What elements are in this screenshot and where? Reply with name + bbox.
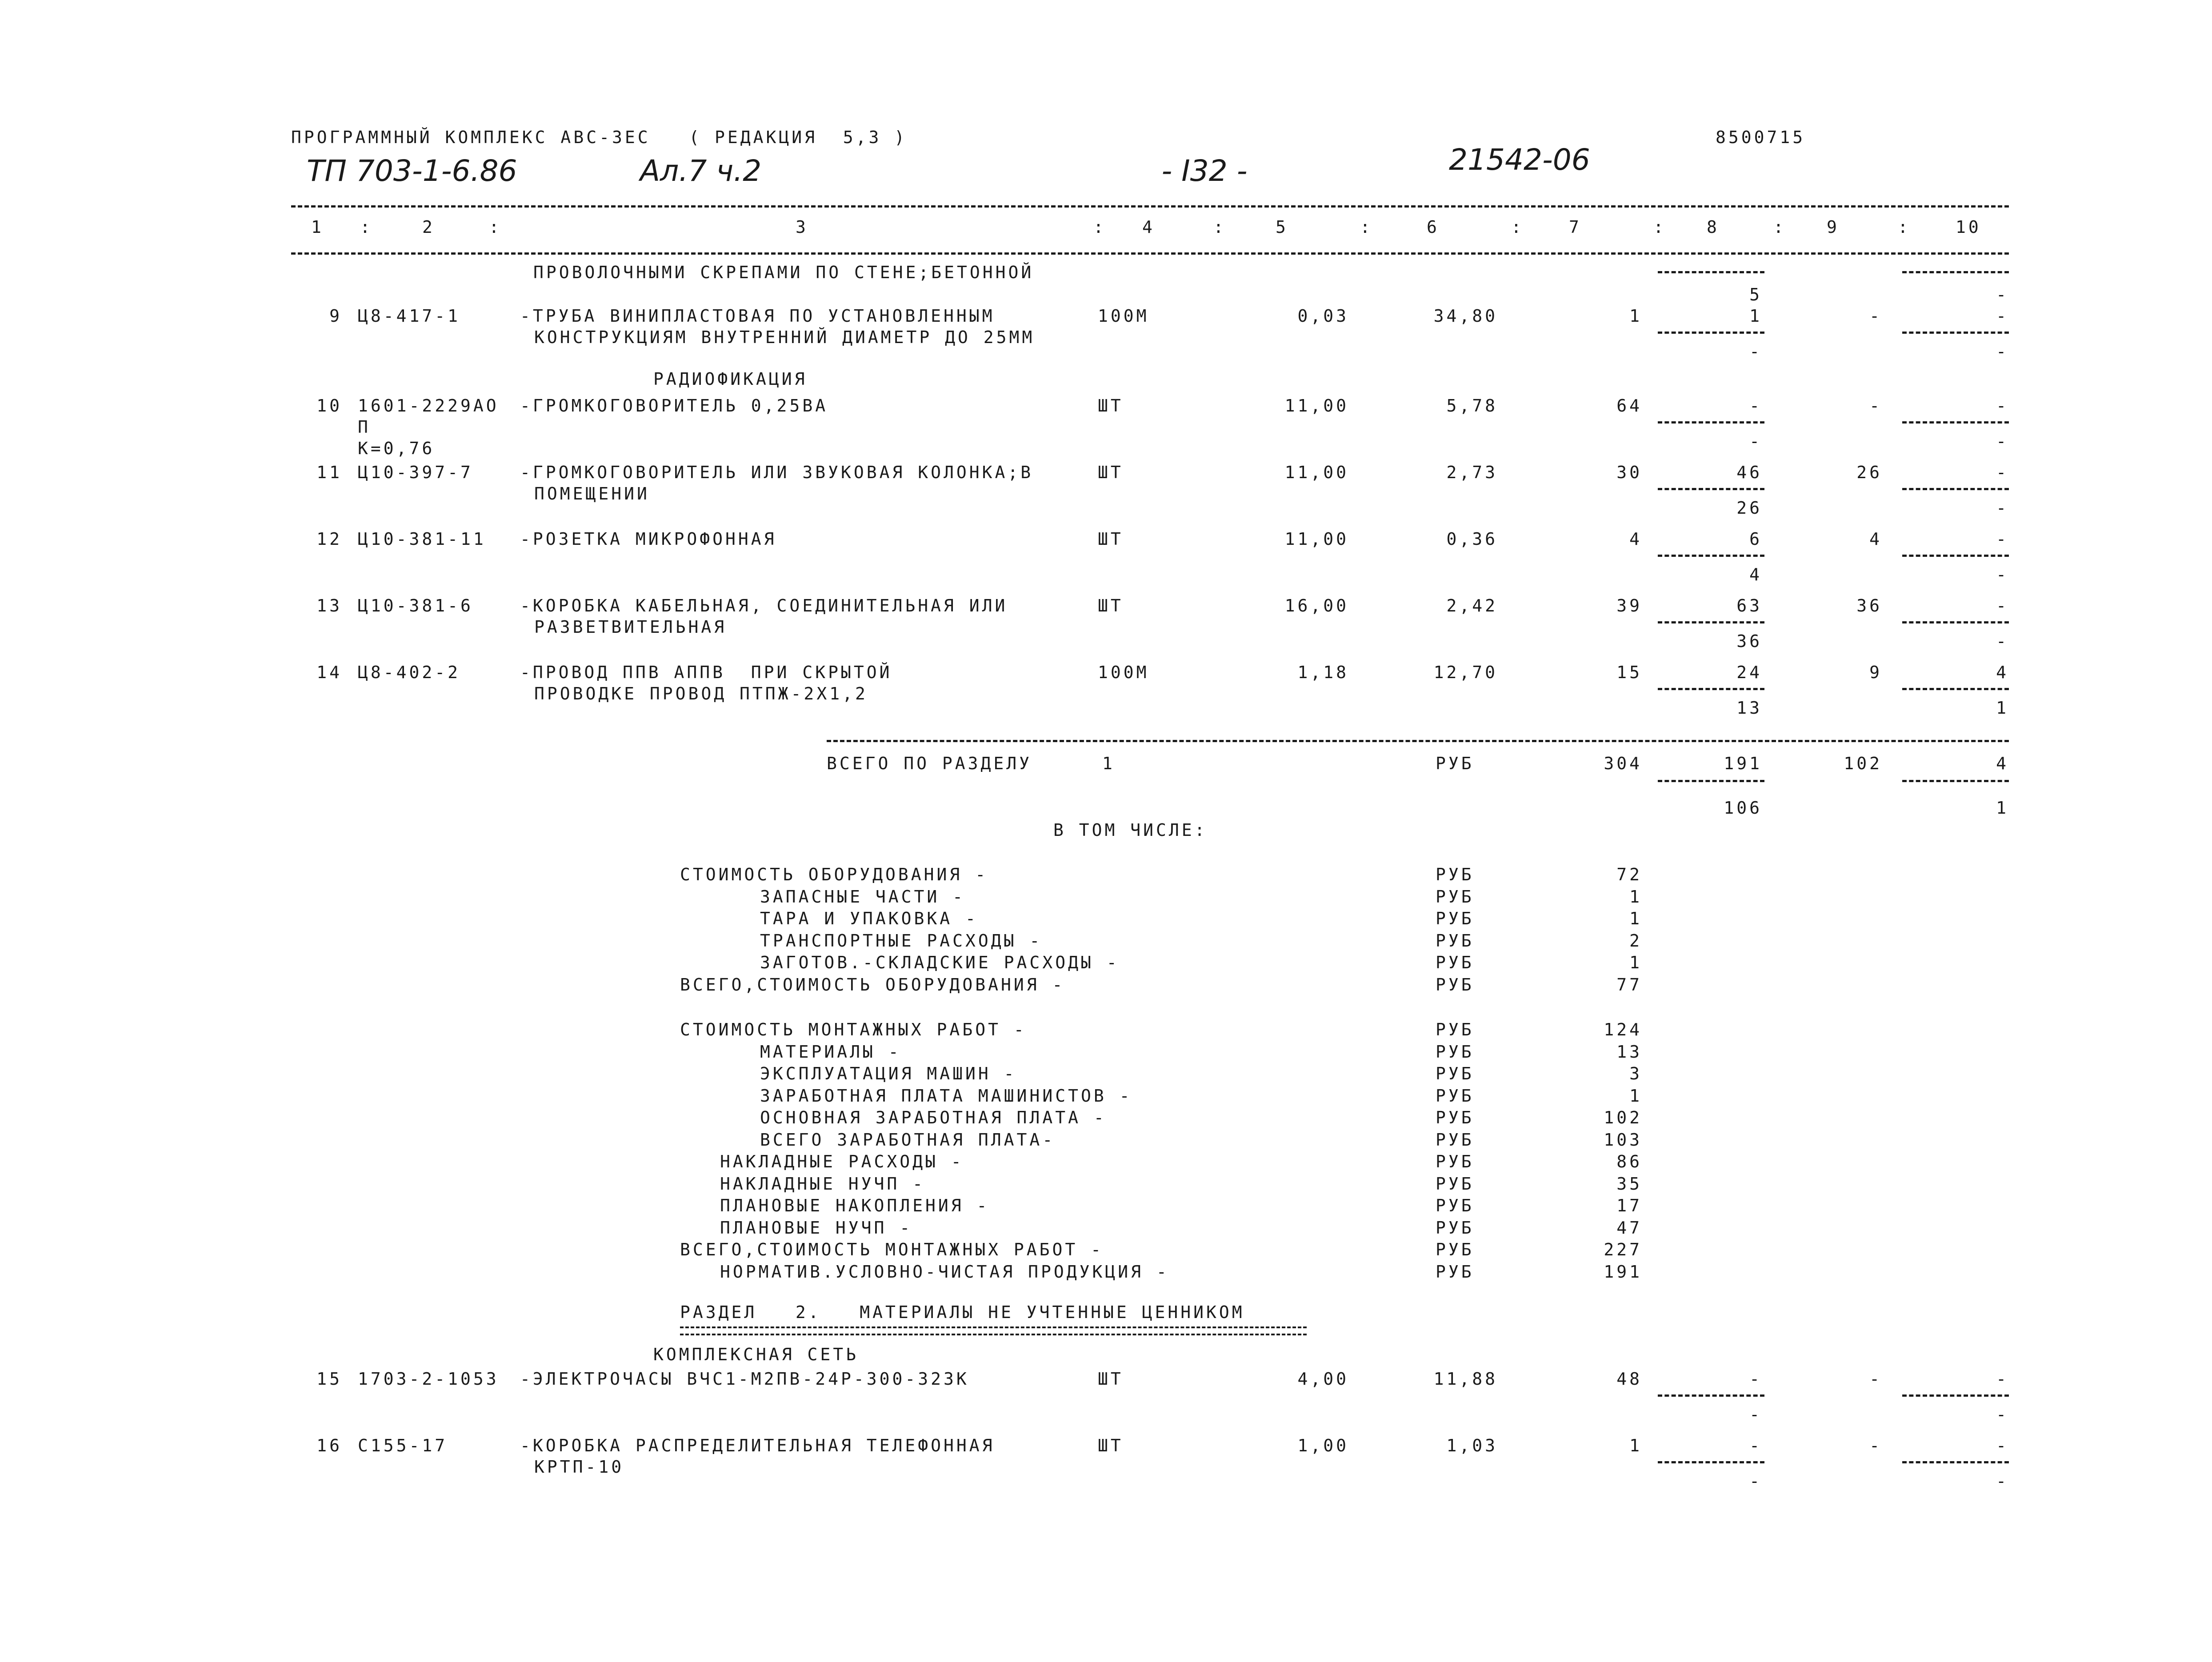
row-9-name-cont: КОНСТРУКЦИЯМ ВНУТРЕННИЙ ДИАМЕТР ДО 25ММ [534, 328, 1035, 347]
row-9-col8-top: 5 [1749, 285, 1762, 304]
row-14-code: Ц8-402-2 [358, 663, 461, 682]
row-13-col8-bottom: 36 [1736, 631, 1762, 651]
including-label: В ТОМ ЧИСЛЕ: [1053, 820, 1208, 840]
summary-value-6: 124 [1604, 1020, 1642, 1039]
summary-label-2: ТАРА И УПАКОВКА - [760, 909, 978, 928]
row-11-col10: - [1996, 463, 2009, 482]
row-12-number: 12 [316, 529, 342, 549]
section-total-label: ВСЕГО ПО РАЗДЕЛУ [827, 754, 1032, 773]
row-9-name: -ТРУБА ВИНИПЛАСТОВАЯ ПО УСТАНОВЛЕННЫМ [520, 306, 995, 326]
row-11-col9: 26 [1856, 463, 1882, 482]
summary-value-1: 1 [1629, 887, 1642, 907]
row-15-unit-price: 11,88 [1433, 1369, 1498, 1389]
row-13-name-cont: РАЗВЕТВИТЕЛЬНАЯ [534, 617, 727, 637]
section-total-unit: РУБ [1436, 754, 1474, 773]
summary-unit-11: РУБ [1436, 1130, 1474, 1150]
section-total-col10-bottom: 1 [1996, 798, 2009, 818]
row-15-col9: - [1869, 1369, 1882, 1389]
column-separator: : [1898, 217, 1911, 237]
section-total-col10: 4 [1996, 754, 2009, 773]
row-14-quantity: 1,18 [1297, 663, 1349, 682]
row-11-name-cont: ПОМЕЩЕНИИ [534, 484, 650, 503]
section-total-value: 304 [1604, 754, 1642, 773]
intro-line: ПРОВОЛОЧНЫМИ СКРЕПАМИ ПО СТЕНЕ;БЕТОННОЙ [533, 263, 1034, 282]
row-10-name: -ГРОМКОГОВОРИТЕЛЬ 0,25ВА [520, 396, 828, 416]
summary-label-17: НОРМАТИВ.УСЛОВНО-ЧИСТАЯ ПРОДУКЦИЯ - [720, 1262, 1169, 1282]
summary-value-2: 1 [1629, 909, 1642, 928]
column-header-10: 10 [1956, 217, 1981, 237]
row-11-col8-bottom: 26 [1736, 498, 1762, 518]
column-header-6: 6 [1427, 217, 1440, 237]
row-13-col8-rule [1658, 621, 1764, 623]
row-9-code: Ц8-417-1 [358, 306, 461, 326]
row-13-col10: - [1996, 596, 2009, 615]
column-separator: : [1213, 217, 1226, 237]
row-9-quantity: 0,03 [1297, 306, 1349, 326]
row-15-code: 1703-2-1053 [358, 1369, 499, 1389]
row-14-unit-price: 12,70 [1433, 663, 1498, 682]
row-13-unit: ШТ [1098, 596, 1124, 615]
row-9-col8-bottom: - [1749, 342, 1762, 361]
row-13-unit-price: 2,42 [1446, 596, 1498, 615]
summary-value-10: 102 [1604, 1108, 1642, 1127]
summary-label-16: ВСЕГО,СТОИМОСТЬ МОНТАЖНЫХ РАБОТ - [680, 1240, 1104, 1259]
summary-label-7: МАТЕРИАЛЫ - [760, 1042, 901, 1062]
summary-value-4: 1 [1629, 953, 1642, 972]
row-15-number: 15 [316, 1369, 342, 1389]
row-12-unit: ШТ [1098, 529, 1124, 549]
row-10-number: 10 [316, 396, 342, 416]
section-total-col8-rule [1658, 780, 1764, 782]
summary-unit-6: РУБ [1436, 1020, 1474, 1039]
column-separator: : [1653, 217, 1666, 237]
section-total-col10-rule [1902, 780, 2009, 782]
page-number: - I32 - [1161, 154, 1248, 188]
column-separator: : [1511, 217, 1524, 237]
row-10-col9: - [1869, 396, 1882, 416]
row-9-col9: - [1869, 306, 1882, 326]
summary-value-3: 2 [1629, 931, 1642, 951]
column-header-4: 4 [1142, 217, 1155, 237]
column-header-3: 3 [796, 217, 808, 237]
summary-unit-10: РУБ [1436, 1108, 1474, 1127]
column-separator: : [1773, 217, 1786, 237]
summary-value-11: 103 [1604, 1130, 1642, 1150]
summary-unit-1: РУБ [1436, 887, 1474, 907]
column-header-8: 8 [1707, 217, 1720, 237]
row-16-total: 1 [1629, 1436, 1642, 1455]
summary-label-5: ВСЕГО,СТОИМОСТЬ ОБОРУДОВАНИЯ - [680, 975, 1065, 995]
row-11-unit-price: 2,73 [1446, 463, 1498, 482]
row-12-col9: 4 [1869, 529, 1882, 549]
row-16-name: -КОРОБКА РАСПРЕДЕЛИТЕЛЬНАЯ ТЕЛЕФОННАЯ [520, 1436, 995, 1455]
column-header-5: 5 [1276, 217, 1288, 237]
summary-value-14: 17 [1616, 1196, 1642, 1215]
summary-label-15: ПЛАНОВЫЕ НУЧП - [720, 1218, 913, 1238]
row-15-col10-bottom: - [1996, 1405, 2009, 1424]
row-16-col8-rule [1658, 1461, 1764, 1463]
handwritten-project: ТП 703-1-6.86 [307, 154, 517, 188]
row-16-col10: - [1996, 1436, 2009, 1455]
summary-label-11: ВСЕГО ЗАРАБОТНАЯ ПЛАТА- [760, 1130, 1056, 1150]
section-total-col8: 191 [1724, 754, 1762, 773]
row-14-number: 14 [316, 663, 342, 682]
row-16-col8: - [1749, 1436, 1762, 1455]
summary-unit-13: РУБ [1436, 1174, 1474, 1194]
column-separator: : [489, 217, 502, 237]
row-13-col8: 63 [1736, 596, 1762, 615]
row-12-col8-bottom: 4 [1749, 565, 1762, 584]
summary-value-9: 1 [1629, 1086, 1642, 1106]
row-12-col10-rule [1902, 555, 2009, 557]
row-12-quantity: 11,00 [1284, 529, 1349, 549]
row-11-number: 11 [316, 463, 342, 482]
summary-unit-2: РУБ [1436, 909, 1474, 928]
row-13-number: 13 [316, 596, 342, 615]
summary-label-3: ТРАНСПОРТНЫЕ РАСХОДЫ - [760, 931, 1043, 951]
row-11-col8: 46 [1736, 463, 1762, 482]
row-9-col10-bottom: - [1996, 342, 2009, 361]
intro-col8-rule [1658, 271, 1764, 273]
section-total-rule [827, 740, 2009, 742]
row-10-col8-rule [1658, 421, 1764, 423]
program-code: 8500715 [1716, 128, 1806, 147]
summary-unit-17: РУБ [1436, 1262, 1474, 1282]
row-11-total: 30 [1616, 463, 1642, 482]
summary-unit-12: РУБ [1436, 1152, 1474, 1171]
row-10-code: 1601-2229АО [358, 396, 499, 416]
row-9-total: 1 [1629, 306, 1642, 326]
summary-value-16: 227 [1604, 1240, 1642, 1259]
summary-unit-0: РУБ [1436, 865, 1474, 884]
row-12-col8: 6 [1749, 529, 1762, 549]
section2-title-underline [680, 1326, 1307, 1335]
row-16-unit: ШТ [1098, 1436, 1124, 1455]
row-10-col8: - [1749, 396, 1762, 416]
row-14-total: 15 [1616, 663, 1642, 682]
summary-value-8: 3 [1629, 1064, 1642, 1083]
row-11-col8-rule [1658, 488, 1764, 490]
row-12-total: 4 [1629, 529, 1642, 549]
row-9-col8-rule [1658, 332, 1764, 334]
row-10-unit: ШТ [1098, 396, 1124, 416]
row-10-quantity: 11,00 [1284, 396, 1349, 416]
row-12-code: Ц10-381-11 [358, 529, 486, 549]
summary-value-5: 77 [1616, 975, 1642, 995]
summary-unit-16: РУБ [1436, 1240, 1474, 1259]
section-total-number: 1 [1102, 754, 1115, 773]
row-13-quantity: 16,00 [1284, 596, 1349, 615]
row-16-col9: - [1869, 1436, 1882, 1455]
row-9-unit: 100М [1098, 306, 1149, 326]
column-header-2: 2 [422, 217, 435, 237]
row-16-col10-rule [1902, 1461, 2009, 1463]
row-11-code: Ц10-397-7 [358, 463, 473, 482]
summary-label-4: ЗАГОТОВ.-СКЛАДСКИЕ РАСХОДЫ - [760, 953, 1120, 972]
summary-label-1: ЗАПАСНЫЕ ЧАСТИ - [760, 887, 966, 907]
row-10-col10: - [1996, 396, 2009, 416]
row-9-number: 9 [329, 306, 342, 326]
row-10-coefficient: К=0,76 [358, 439, 435, 458]
summary-unit-4: РУБ [1436, 953, 1474, 972]
column-header-1: 1 [311, 217, 324, 237]
row-15-col10: - [1996, 1369, 2009, 1389]
row-9-col8: 1 [1749, 306, 1762, 326]
summary-label-12: НАКЛАДНЫЕ РАСХОДЫ - [720, 1152, 964, 1171]
summary-value-7: 13 [1616, 1042, 1642, 1062]
row-16-name-cont: КРТП-10 [534, 1457, 624, 1477]
column-separator: : [1093, 217, 1106, 237]
row-12-col8-rule [1658, 555, 1764, 557]
row-11-col10-rule [1902, 488, 2009, 490]
summary-value-12: 86 [1616, 1152, 1642, 1171]
row-12-col10-bottom: - [1996, 565, 2009, 584]
summary-label-8: ЭКСПЛУАТАЦИЯ МАШИН - [760, 1064, 1017, 1083]
summary-label-6: СТОИМОСТЬ МОНТАЖНЫХ РАБОТ - [680, 1020, 1027, 1039]
header-bottom-rule [291, 252, 2009, 255]
row-14-unit: 100М [1098, 663, 1149, 682]
summary-unit-9: РУБ [1436, 1086, 1474, 1106]
row-16-code: С155-17 [358, 1436, 448, 1455]
intro-col10-rule [1902, 271, 2009, 273]
row-10-unit-price: 5,78 [1446, 396, 1498, 416]
section-radiofication: РАДИОФИКАЦИЯ [653, 369, 808, 389]
row-11-col10-bottom: - [1996, 498, 2009, 518]
section2-subsection: КОМПЛЕКСНАЯ СЕТЬ [653, 1345, 859, 1364]
handwritten-album: Ал.7 ч.2 [640, 154, 762, 188]
row-13-col10-bottom: - [1996, 631, 2009, 651]
row-12-col10: - [1996, 529, 2009, 549]
row-13-code: Ц10-381-6 [358, 596, 473, 615]
row-11-quantity: 11,00 [1284, 463, 1349, 482]
summary-value-17: 191 [1604, 1262, 1642, 1282]
column-separator: : [1360, 217, 1373, 237]
row-15-total: 48 [1616, 1369, 1642, 1389]
row-14-col8: 24 [1736, 663, 1762, 682]
row-10-total: 64 [1616, 396, 1642, 416]
summary-label-10: ОСНОВНАЯ ЗАРАБОТНАЯ ПЛАТА - [760, 1108, 1107, 1127]
row-15-col8-rule [1658, 1394, 1764, 1397]
row-16-col10-bottom: - [1996, 1471, 2009, 1491]
summary-unit-8: РУБ [1436, 1064, 1474, 1083]
row-9-col10-rule [1902, 332, 2009, 334]
summary-unit-3: РУБ [1436, 931, 1474, 951]
summary-unit-15: РУБ [1436, 1218, 1474, 1238]
row-14-col10-bottom: 1 [1996, 698, 2009, 718]
row-13-total: 39 [1616, 596, 1642, 615]
handwritten-reference: 21542-06 [1449, 143, 1590, 177]
summary-label-14: ПЛАНОВЫЕ НАКОПЛЕНИЯ - [720, 1196, 990, 1215]
row-9-unit-price: 34,80 [1433, 306, 1498, 326]
column-separator: : [360, 217, 373, 237]
row-9-col10: - [1996, 306, 2009, 326]
summary-unit-5: РУБ [1436, 975, 1474, 995]
summary-unit-7: РУБ [1436, 1042, 1474, 1062]
row-11-name: -ГРОМКОГОВОРИТЕЛЬ ИЛИ ЗВУКОВАЯ КОЛОНКА;В [520, 463, 1034, 482]
row-15-col10-rule [1902, 1394, 2009, 1397]
summary-label-13: НАКЛАДНЫЕ НУЧП - [720, 1174, 926, 1194]
row-12-name: -РОЗЕТКА МИКРОФОННАЯ [520, 529, 777, 549]
row-15-name: -ЭЛЕКТРОЧАСЫ ВЧС1-М2ПВ-24Р-300-323К [520, 1369, 969, 1389]
row-10-col8-bottom: - [1749, 431, 1762, 451]
section-total-col8-bottom: 106 [1724, 798, 1762, 818]
row-16-quantity: 1,00 [1297, 1436, 1349, 1455]
row-13-col9: 36 [1856, 596, 1882, 615]
row-14-col10: 4 [1996, 663, 2009, 682]
row-16-unit-price: 1,03 [1446, 1436, 1498, 1455]
summary-value-13: 35 [1616, 1174, 1642, 1194]
row-16-col8-bottom: - [1749, 1471, 1762, 1491]
section-total-col9: 102 [1844, 754, 1882, 773]
row-10-col10-bottom: - [1996, 431, 2009, 451]
row-10-col10-rule [1902, 421, 2009, 423]
row-13-col10-rule [1902, 621, 2009, 623]
section2-title: РАЗДЕЛ 2. МАТЕРИАЛЫ НЕ УЧТЕННЫЕ ЦЕННИКОМ [680, 1302, 1245, 1322]
program-title: ПРОГРАММНЫЙ КОМПЛЕКС АВС-3ЕС ( РЕДАКЦИЯ 5,3 ) [291, 128, 908, 147]
column-header-7: 7 [1569, 217, 1582, 237]
row-15-col8: - [1749, 1369, 1762, 1389]
summary-label-0: СТОИМОСТЬ ОБОРУДОВАНИЯ - [680, 865, 988, 884]
row-15-col8-bottom: - [1749, 1405, 1762, 1424]
row-14-col8-bottom: 13 [1736, 698, 1762, 718]
row-10-code-suffix: П [358, 417, 371, 437]
summary-value-15: 47 [1616, 1218, 1642, 1238]
row-14-name-cont: ПРОВОДКЕ ПРОВОД ПТПЖ-2Х1,2 [534, 684, 868, 703]
row-14-name: -ПРОВОД ППВ АППВ ПРИ СКРЫТОЙ [520, 663, 892, 682]
row-9-col10-top: - [1996, 285, 2009, 304]
row-14-col8-rule [1658, 688, 1764, 690]
row-16-number: 16 [316, 1436, 342, 1455]
row-14-col10-rule [1902, 688, 2009, 690]
row-15-unit: ШТ [1098, 1369, 1124, 1389]
summary-label-9: ЗАРАБОТНАЯ ПЛАТА МАШИНИСТОВ - [760, 1086, 1132, 1106]
summary-value-0: 72 [1616, 865, 1642, 884]
row-14-col9: 9 [1869, 663, 1882, 682]
column-header-9: 9 [1827, 217, 1840, 237]
top-rule [291, 205, 2009, 208]
row-13-name: -КОРОБКА КАБЕЛЬНАЯ, СОЕДИНИТЕЛЬНАЯ ИЛИ [520, 596, 1008, 615]
row-15-quantity: 4,00 [1297, 1369, 1349, 1389]
row-11-unit: ШТ [1098, 463, 1124, 482]
summary-unit-14: РУБ [1436, 1196, 1474, 1215]
row-12-unit-price: 0,36 [1446, 529, 1498, 549]
